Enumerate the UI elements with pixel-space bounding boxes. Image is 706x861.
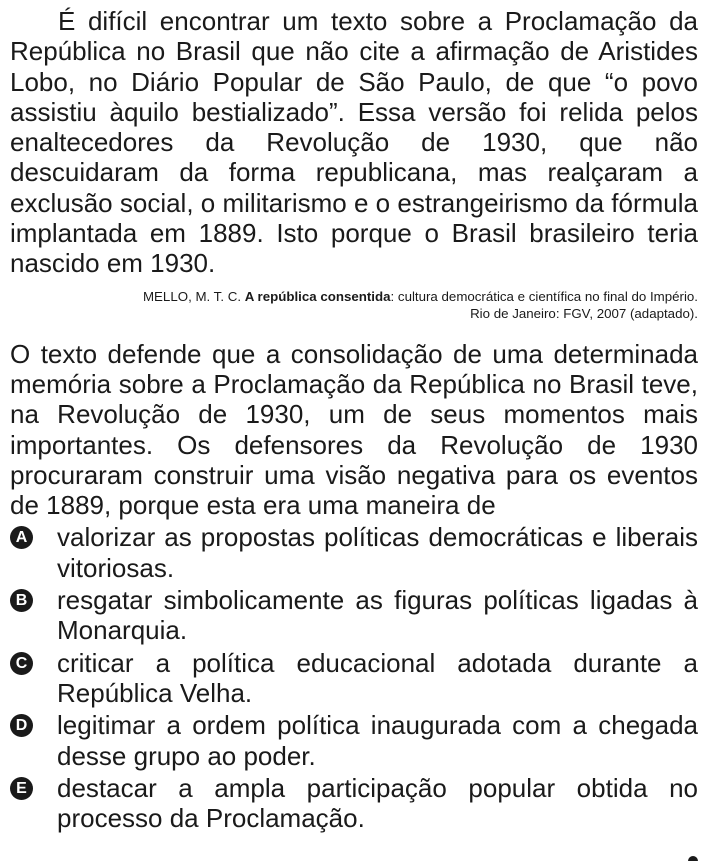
alternative-a[interactable] xyxy=(10,522,698,583)
alternative-d[interactable] xyxy=(10,710,698,771)
citation xyxy=(10,288,698,322)
alternatives-list xyxy=(10,522,698,833)
alternative-letter-badge: A xyxy=(10,526,33,549)
alternative-text: criticar a política educacional adotada durante a República Velha. xyxy=(57,647,698,708)
question-page xyxy=(10,6,698,835)
question-stem: O texto defende que a consolidação de uma determinada memória sobre a Proclamação da República no Brasil teve, na Revolução de 1930, um de seus momentos mais importantes. Os defensores da Revolução de 1930 procuraram construir uma visão negativa para os eventos de 1889, porque esta era uma maneira de xyxy=(10,338,698,521)
citation-title: A república consentida xyxy=(244,288,391,304)
alternative-b[interactable] xyxy=(10,585,698,646)
alternative-text: destacar a ampla participação popular obtida no processo da Proclamação. xyxy=(57,772,698,834)
page-corner-mark xyxy=(688,856,698,861)
alternative-letter-badge: B xyxy=(10,589,33,612)
citation-publisher: Rio de Janeiro: FGV, 2007 (adaptado). xyxy=(470,305,698,321)
alternative-letter-badge: E xyxy=(10,777,33,800)
alternative-e[interactable] xyxy=(10,773,698,834)
alternative-text: resgatar simbolicamente as figuras políticas ligadas à Monarquia. xyxy=(57,585,698,646)
citation-author: MELLO, M. T. C. xyxy=(142,288,245,304)
alternative-text: valorizar as propostas políticas democráticas e liberais vitoriosas. xyxy=(57,522,698,583)
alternative-letter-badge: C xyxy=(10,652,33,675)
source-passage: É difícil encontrar um texto sobre a Proclamação da República no Brasil que não cite a afirmação de Aristides Lobo, no Diário Popular de São Paulo, de que “o povo assistiu àquilo bestializado”. Essa versão foi relida pelos enaltecedores da Revolução de 1930, que não descuidaram da forma republicana, mas realçaram a exclusão social, o militarismo e o estrangeirismo da fórmula implantada em 1889. Isto porque o Brasil brasileiro teria nascido em 1930. xyxy=(10,6,698,279)
citation-subtitle: : cultura democrática e científica no final do Império. xyxy=(390,288,698,304)
alternative-text: legitimar a ordem política inaugurada com a chegada desse grupo ao poder. xyxy=(57,710,698,771)
alternative-letter-badge: D xyxy=(10,714,33,737)
alternative-c[interactable] xyxy=(10,648,698,709)
